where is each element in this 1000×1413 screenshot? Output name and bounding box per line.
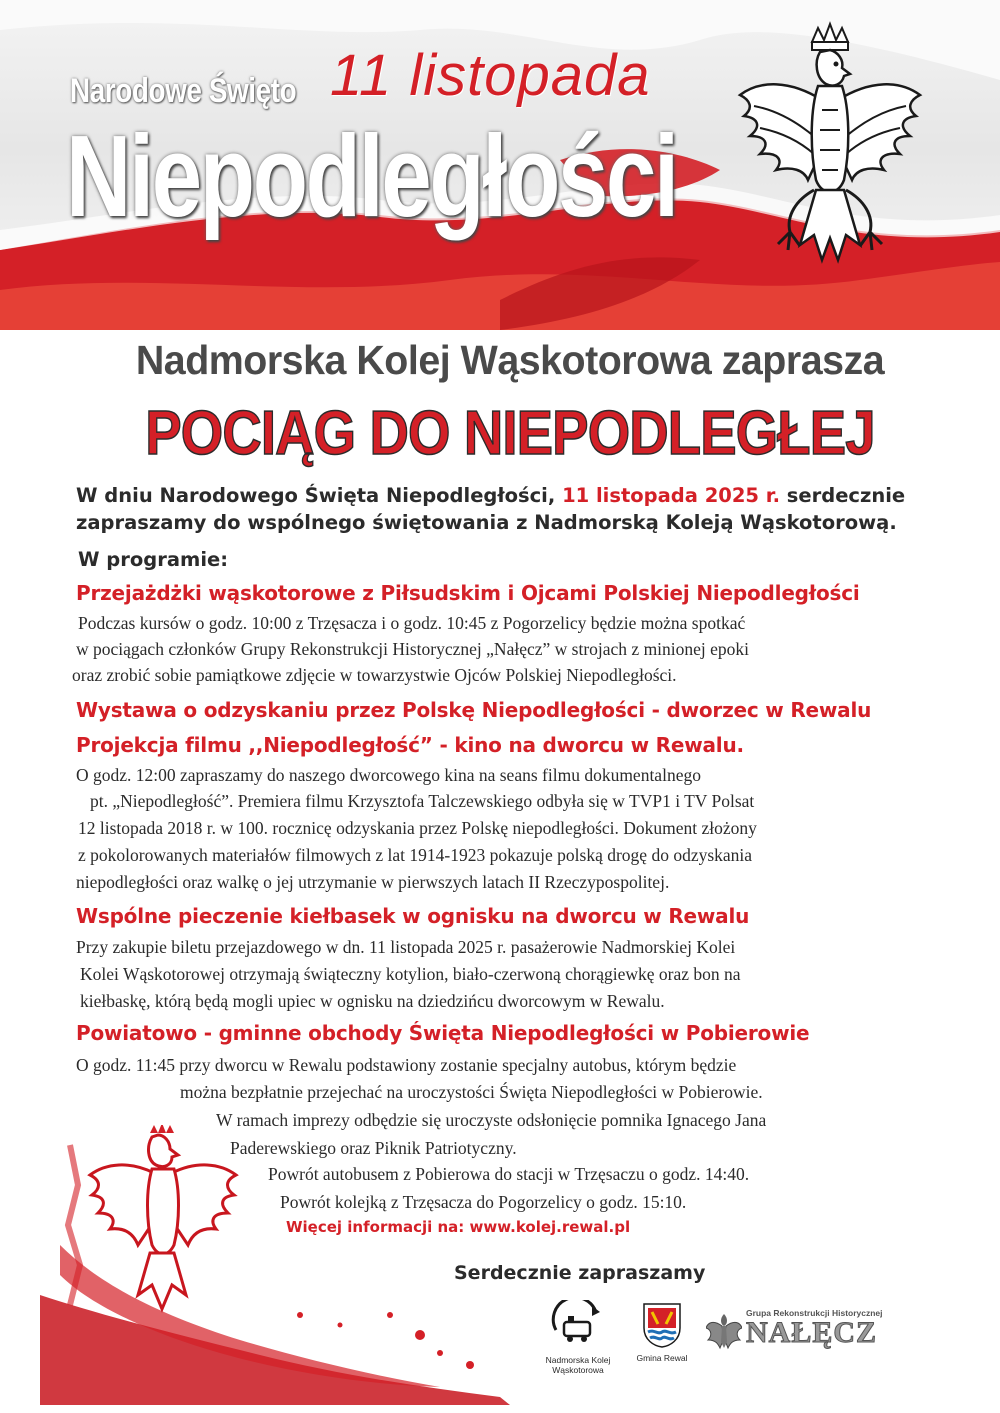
- train-logo-icon: [548, 1300, 608, 1350]
- closing-text: Serdecznie zapraszamy: [454, 1262, 706, 1284]
- intro-date: 11 listopada 2025 r.: [562, 484, 781, 507]
- section-text-line: O godz. 11:45 przy dworcu w Rewalu podstawiony zostanie specjalny autobus, którym będzie: [76, 1055, 737, 1075]
- section-text-line: Paderewskiego oraz Piknik Patriotyczny.: [230, 1138, 517, 1158]
- program-label: W programie:: [78, 548, 229, 571]
- header-subtitle: Narodowe Święto: [70, 72, 297, 110]
- section-text-line: w pociągach członków Grupy Rekonstrukcji Historycznej „Nałęcz” w strojach z minionej epoki: [76, 639, 750, 659]
- header-date: 11 listopada: [330, 43, 651, 108]
- intro-paragraph: [76, 482, 956, 536]
- rewal-logo-label: Gmina Rewal: [636, 1353, 688, 1363]
- nalecz-eagle-icon: [706, 1310, 742, 1350]
- section-text-line: 12 listopada 2018 r. w 100. rocznicę odzyskania przez Polskę niepodległości. Dokument złożony: [78, 818, 757, 838]
- intro-text-1: W dniu Narodowego Święta Niepodległości,: [76, 484, 563, 507]
- section-text-line: Podczas kursów o godz. 10:00 z Trzęsacza i o godz. 10:45 z Pogorzelicy będzie można spotkać: [78, 613, 746, 633]
- section-text-line: Kolei Wąskotorowej otrzymają świąteczny kotylion, biało-czerwoną chorągiewkę oraz bon na: [80, 964, 741, 984]
- nalecz-logo: [706, 1308, 886, 1358]
- white-eagle-emblem-icon: [730, 20, 930, 290]
- section-text-line: Powrót autobusem z Pobierowa do stacji w Trzęsaczu o godz. 14:40.: [268, 1164, 750, 1184]
- kolej-logo: [538, 1300, 618, 1375]
- more-info-link[interactable]: Więcej informacji na: www.kolej.rewal.pl: [286, 1218, 631, 1236]
- section-heading-film: Projekcja filmu ,,Niepodległość” - kino na dworcu w Rewalu.: [76, 733, 744, 757]
- section-text-line: można bezpłatnie przejechać na uroczystości Święta Niepodległości w Pobierowie.: [180, 1082, 763, 1102]
- intro-text-3: zapraszamy do wspólnego świętowania z Nadmorską Koleją Wąskotorową.: [76, 511, 897, 534]
- kolej-logo-label: Nadmorska Kolej: [545, 1355, 611, 1365]
- section-heading-exhibition: Wystawa o odzyskaniu przez Polskę Niepodległości - dworzec w Rewalu: [76, 698, 872, 722]
- nalecz-logo-subtitle: Grupa Rekonstrukcji Historycznej: [746, 1308, 883, 1318]
- kolej-logo-label: Wąskotorowa: [552, 1365, 604, 1375]
- section-text-line: kiełbaskę, którą będą mogli upiec w ognisku na dziedzińcu dworcowym w Rewalu.: [80, 991, 665, 1011]
- nalecz-logo-name: NAŁĘCZ: [746, 1316, 878, 1349]
- header-title: Niepodległości: [66, 111, 677, 241]
- section-text-line: W ramach imprezy odbędzie się uroczyste odsłonięcie pomnika Ignacego Jana: [216, 1110, 767, 1130]
- section-text-line: Powrót kolejką z Trzęsacza do Pogorzelicy o godz. 15:10.: [280, 1192, 687, 1212]
- section-text-line: pt. „Niepodległość”. Premiera filmu Krzysztofa Talczewskiego odbyła się w TVP1 i TV Polsat: [90, 791, 755, 811]
- section-heading-rides: Przejażdżki wąskotorowe z Piłsudskim i Ojcami Polskiej Niepodległości: [76, 581, 860, 605]
- rewal-coat-of-arms-icon: [642, 1302, 682, 1348]
- section-heading-sausages: Wspólne pieczenie kiełbasek w ognisku na dworcu w Rewalu: [76, 904, 750, 928]
- section-text-line: z pokolorowanych materiałów filmowych z lat 1914-1923 pokazuje polską drogę do odzyskania: [78, 845, 753, 865]
- event-title: POCIĄG DO NIEPODLEGŁEJ: [145, 399, 875, 468]
- header-banner: [0, 0, 1000, 330]
- section-text-line: oraz zrobić sobie pamiątkowe zdjęcie w towarzystwie Ojców Polskiej Niepodległości.: [72, 665, 677, 685]
- red-eagle-splash-icon: [40, 1125, 510, 1405]
- section-text-line: Przy zakupie biletu przejazdowego w dn. 11 listopada 2025 r. pasażerowie Nadmorskiej Kolei: [76, 937, 736, 957]
- intro-text-2: serdecznie: [780, 484, 906, 507]
- invite-heading: Nadmorska Kolej Wąskotorowa zaprasza: [135, 337, 885, 383]
- section-text-line: niepodległości oraz walkę o jej utrzymanie w pierwszych latach II Rzeczypospolitej.: [76, 872, 670, 892]
- section-heading-celebrations: Powiatowo - gminne obchody Święta Niepodległości w Pobierowie: [76, 1021, 810, 1045]
- rewal-logo: [632, 1302, 692, 1363]
- section-text-line: O godz. 12:00 zapraszamy do naszego dworcowego kina na seans filmu dokumentalnego: [76, 765, 701, 785]
